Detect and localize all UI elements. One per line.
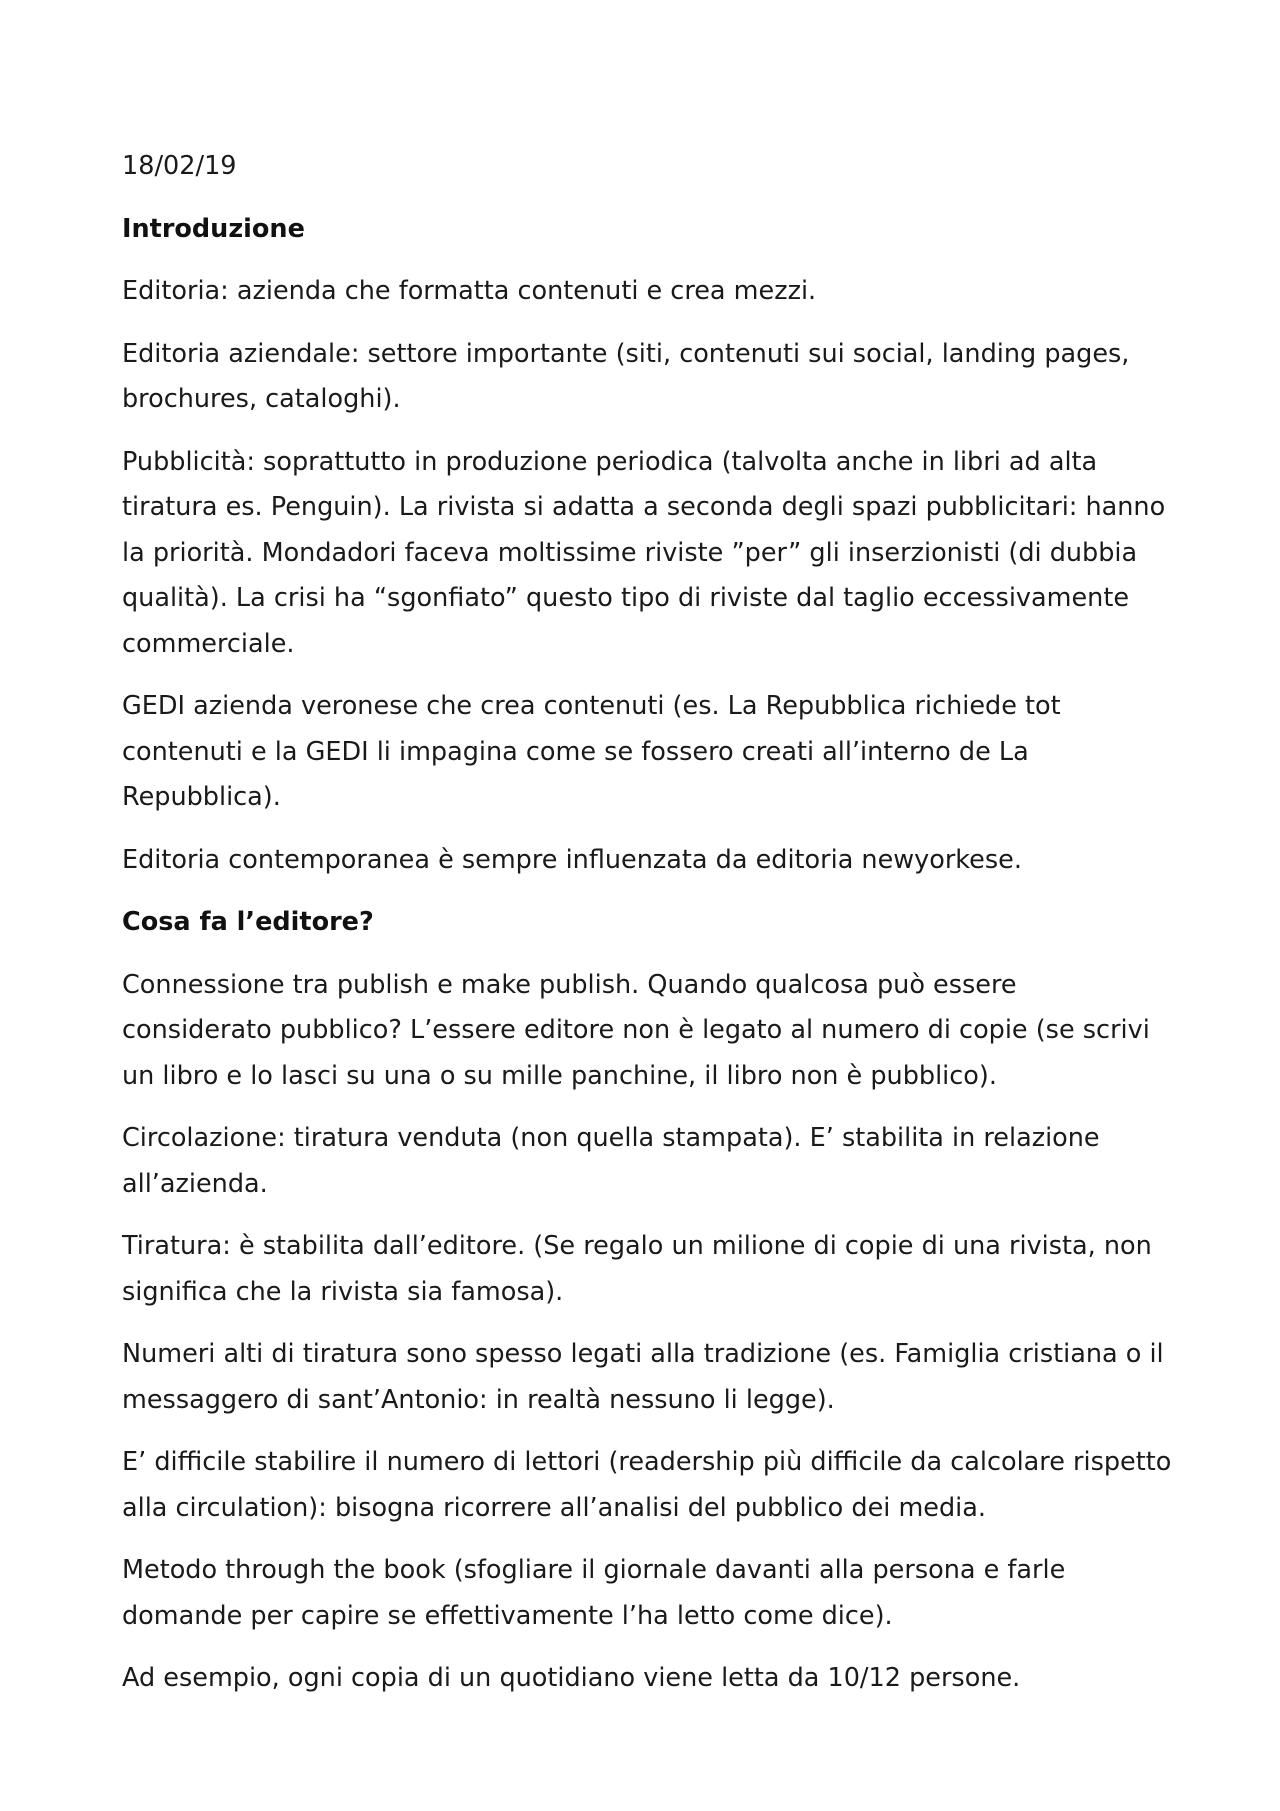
section-heading-cosa-fa-editore: Cosa fa l’editore? (122, 907, 374, 937)
paragraph: GEDI azienda veronese che crea contenuti (es. La Repubblica richiede tot contenuti e la GEDI li impagina come se fossero creati all’interno de La Repubblica). (122, 691, 1061, 812)
paragraph: Editoria aziendale: settore importante (siti, contenuti sui social, landing pages, brochures, cataloghi). (122, 338, 1130, 414)
document-page (122, 144, 1172, 1719)
paragraph: Connessione tra publish e make publish. Quando qualcosa può essere considerato pubblico? L’essere editore non è legato al numero di copie (se scrivi un libro e lo lasci su una o su mille panchine, il libro non è pubblico). (122, 969, 1150, 1091)
paragraph: Circolazione: tiratura venduta (non quella stampata). E’ stabilita in relazione all’azienda. (122, 1123, 1100, 1199)
document-date: 18/02/19 (122, 151, 237, 181)
paragraph: Metodo through the book (sfogliare il giornale davanti alla persona e farle domande per capire se effettivamente l’ha letto come dice). (122, 1555, 1066, 1631)
paragraph: E’ difficile stabilire il numero di lettori (readership più difficile da calcolare rispetto alla circulation): bisogna ricorrere all’analisi del pubblico dei media. (122, 1447, 1172, 1523)
paragraph: Ad esempio, ogni copia di un quotidiano viene letta da 10/12 persone. (122, 1663, 1021, 1693)
paragraph: Pubblicità: soprattutto in produzione periodica (talvolta anche in libri ad alta tiratura es. Penguin). La rivista si adatta a seconda degli spazi pubblicitari: hanno la priorità. Mondadori faceva moltissime riviste ”per” gli inserzionisti (di dubbia qualità). La crisi ha “sgonfiato” questo tipo di riviste dal taglio eccessivamente commerciale. (122, 446, 1166, 659)
paragraph: Numeri alti di tiratura sono spesso legati alla tradizione (es. Famiglia cristiana o il messaggero di sant’Antonio: in realtà nessuno li legge). (122, 1339, 1164, 1415)
paragraph: Editoria: azienda che formatta contenuti e crea mezzi. (122, 276, 817, 306)
section-heading-introduzione: Introduzione (122, 213, 305, 244)
paragraph: Tiratura: è stabilita dall’editore. (Se regalo un milione di copie di una rivista, non significa che la rivista sia famosa). (122, 1231, 1152, 1307)
paragraph: Editoria contemporanea è sempre influenzata da editoria newyorkese. (122, 844, 1022, 875)
